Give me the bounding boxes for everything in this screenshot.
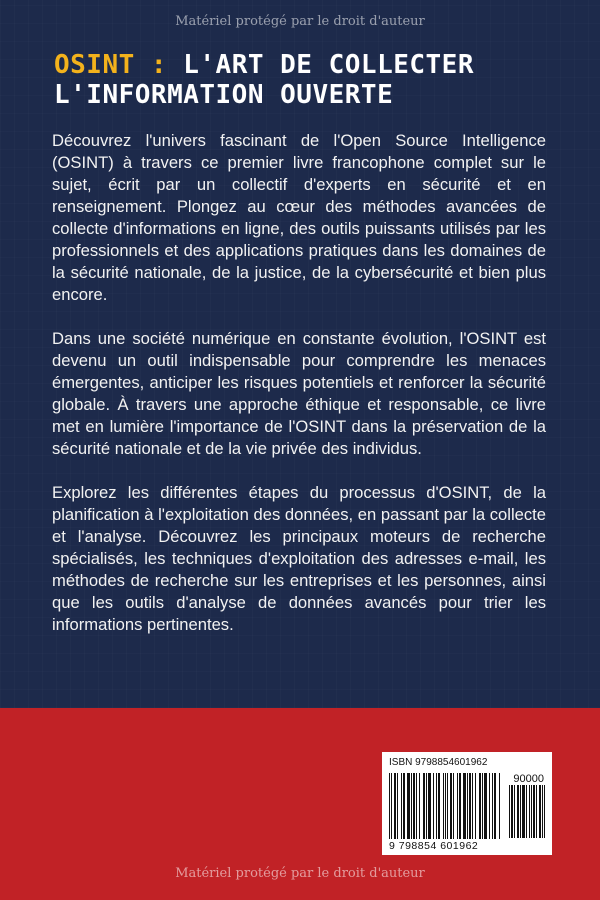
watermark-top: Matériel protégé par le droit d'auteur — [175, 14, 425, 29]
blurb-paragraph-3: Explorez les différentes étapes du processus d'OSINT, de la planification à l'exploitation des données, en passant par la collecte et l'analyse. Découvrez les principaux moteurs de recherche spécialisés, les techniques d'exploitation des adresses e-mail, les méthodes de recherche sur les entreprises et les personnes, ainsi que les outils d'analyse de données avancés pour trier les informations pertinentes. — [52, 483, 546, 634]
barcode-addon-bars-icon — [509, 785, 545, 838]
blurb — [52, 130, 546, 658]
barcode-label — [382, 752, 552, 855]
title-accent: OSINT : — [54, 50, 168, 80]
title-rest: L'ART DE COLLECTER L'INFORMATION OUVERTE — [54, 50, 474, 110]
price-code: 90000 — [513, 773, 544, 785]
watermark-bottom: Matériel protégé par le droit d'auteur — [175, 866, 425, 881]
blurb-paragraph-2: Dans une société numérique en constante évolution, l'OSINT est devenu un outil indispensable pour comprendre les menaces émergentes, anticiper les risques potentiels et renforcer la sécurité globale. À travers une approche éthique et responsable, ce livre met en lumière l'importance de l'OSINT dans la préservation de la sécurité nationale et de la vie privée des individus. — [52, 329, 546, 458]
blurb-paragraph-1: Découvrez l'univers fascinant de l'Open Source Intelligence (OSINT) à travers ce premier livre francophone complet sur le sujet, écrit par un collectif d'experts en sécurité et en renseignement. Plongez au cœur des méthodes avancées de collecte d'informations en ligne, des outils puissants utilisés par les professionnels et des applications pratiques dans les domaines de la sécurité nationale, de la justice, de la cybersécurité et bien plus encore. — [52, 131, 546, 304]
isbn-text: ISBN 9798854601962 — [389, 757, 488, 768]
barcode-digits: 9 798854 601962 — [389, 840, 479, 852]
page-title — [54, 50, 554, 110]
barcode-bars-icon — [389, 773, 501, 839]
